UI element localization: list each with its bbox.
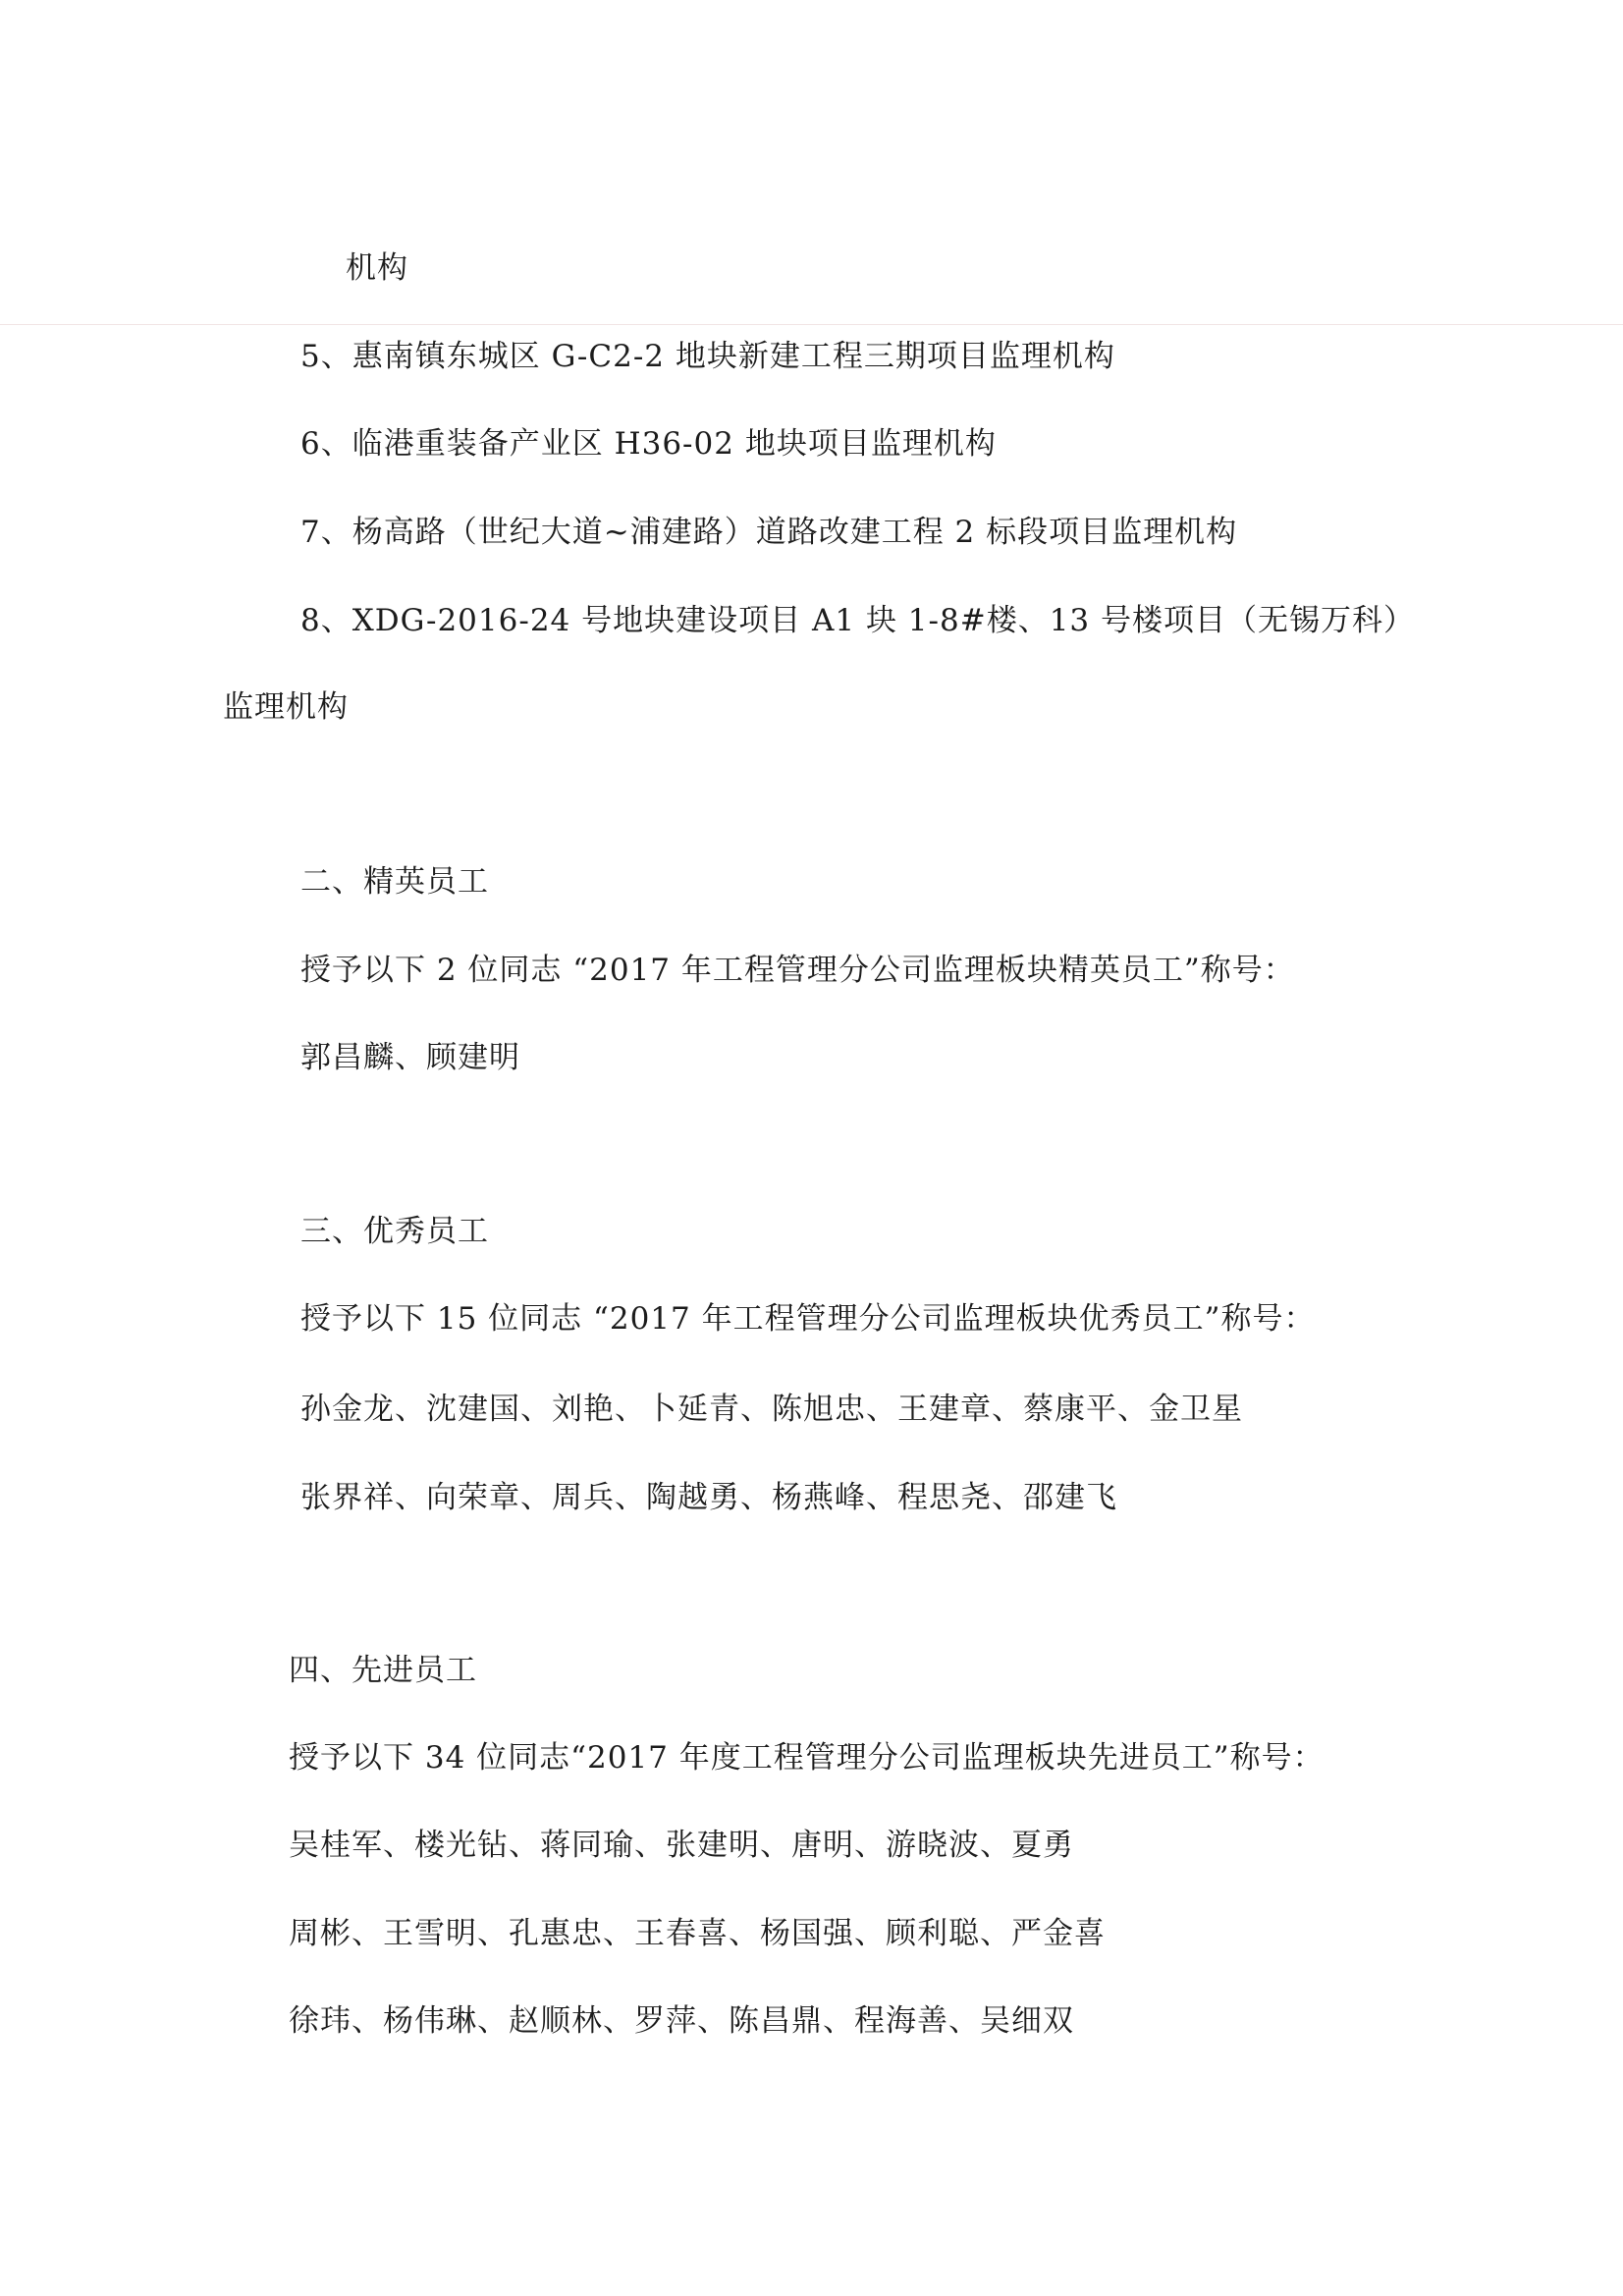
names-line-advanced-3: 徐玮、杨伟琳、赵顺林、罗萍、陈昌鼎、程海善、吴细双 — [289, 2003, 1074, 2039]
list-item-8: 8、XDG-2016-24 号地块建设项目 A1 块 1-8#楼、13 号楼项目（无锡万科） — [300, 603, 1415, 638]
names-line-advanced-2: 周彬、王雪明、孔惠忠、王春喜、杨国强、顾利聪、严金喜 — [289, 1916, 1106, 1951]
names-line-advanced-1: 吴桂军、楼光钻、蒋同瑜、张建明、唐明、游晓波、夏勇 — [289, 1828, 1074, 1863]
list-item-7: 7、杨高路（世纪大道~浦建路）道路改建工程 2 标段项目监理机构 — [300, 515, 1238, 550]
section-heading-advanced: 四、先进员工 — [289, 1653, 477, 1688]
section-intro-elite: 授予以下 2 位同志 “2017 年工程管理分公司监理板块精英员工”称号： — [300, 953, 1295, 988]
names-line-excellent-1: 孙金龙、沈建国、刘艳、卜延青、陈旭忠、王建章、蔡康平、金卫星 — [300, 1392, 1243, 1427]
names-line-elite-1: 郭昌麟、顾建明 — [300, 1040, 520, 1075]
names-line-excellent-2: 张界祥、向荣章、周兵、陶越勇、杨燕峰、程思尧、邵建飞 — [300, 1480, 1117, 1515]
list-item-8-continuation: 监理机构 — [223, 689, 349, 725]
section-intro-advanced: 授予以下 34 位同志“2017 年度工程管理分公司监理板块先进员工”称号： — [289, 1740, 1325, 1776]
section-intro-excellent: 授予以下 15 位同志 “2017 年工程管理分公司监理板块优秀员工”称号： — [300, 1301, 1316, 1337]
scan-artifact-line — [0, 324, 1623, 325]
section-heading-elite: 二、精英员工 — [300, 864, 489, 900]
section-heading-excellent: 三、优秀员工 — [300, 1214, 489, 1249]
list-item-6: 6、临港重装备产业区 H36-02 地块项目监理机构 — [300, 426, 997, 462]
list-item-5: 5、惠南镇东城区 G-C2-2 地块新建工程三期项目监理机构 — [300, 339, 1115, 374]
continuation-text: 机构 — [346, 250, 408, 286]
